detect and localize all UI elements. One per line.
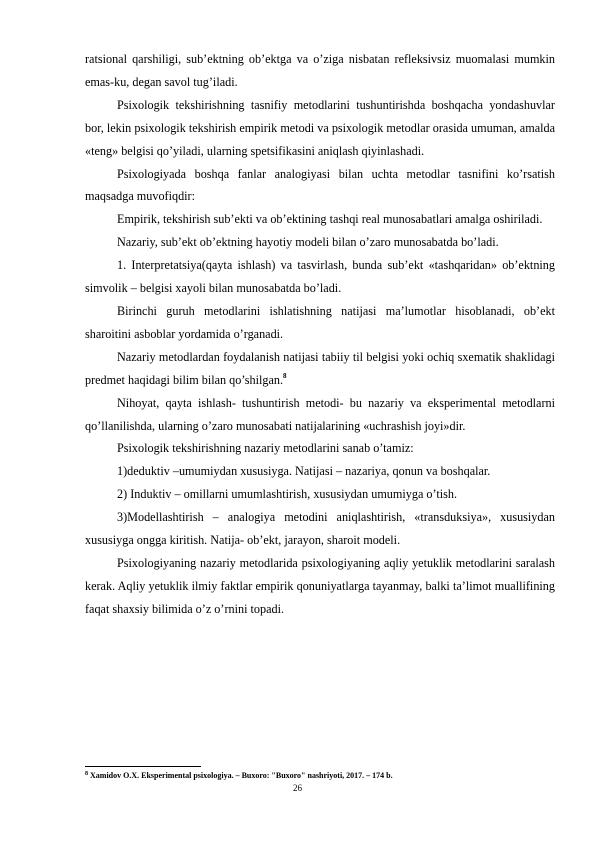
paragraph-6: 1. Interpretatsiya(qayta ishlash) va tasvirlash, bunda sub’ekt «tashqaridan» ob’ektning simvolik – belgisi xayoli bilan munosabatda bo’ladi. (85, 258, 555, 296)
paragraph-8-text: Nazariy metodlardan foydalanish natijasi tabiiy til belgisi yoki ochiq sxematik shaklidagi predmet haqidagi bilim bilan qo’shilgan. (85, 349, 555, 387)
footnote-text: Xamidov O.X. Eksperimental psixologiya. – Buxoro: "Buxoro" nashriyoti, 2017. – 174 b. (88, 771, 393, 780)
paragraph-8 (85, 346, 555, 392)
paragraph-10: Psixologik tekshirishning nazariy metodlarini sanab o’tamiz: (117, 441, 414, 456)
paragraph-12: 2) Induktiv – omillarni umumlashtirish, xususiydan umumiyga o’tish. (117, 487, 457, 502)
footnote-reference[interactable]: 8 (283, 371, 287, 380)
footnote (85, 771, 555, 781)
paragraph-3: Psixologiyada boshqa fanlar analogiyasi bilan uchta metodlar tasnifini ko’rsatish maqsadga muvofiqdir: (85, 166, 555, 204)
paragraph-2: Psixologik tekshirishning tasnifiy metodlarini tushuntirishda boshqacha yondashuvlar bor, lekin psixologik tekshirish empirik metodi va psixologik metodlar orasida umuman, amalda «teng» belgisi qo’yiladi, ularning spetsifikasini aniqlash qiyinlashadi. (85, 97, 555, 158)
footnote-divider (85, 766, 201, 767)
footnote-marker: 8 (85, 771, 88, 777)
page-body (85, 48, 555, 621)
paragraph-1: ratsional qarshiligi, sub’ektning ob’ektga va o’ziga nisbatan refleksivsiz muomalasi mumkin emas-ku, degan savol tug’iladi. (85, 52, 555, 89)
paragraph-4: Empirik, tekshirish sub’ekti va ob’ektining tashqi real munosabatlari amalga oshiriladi. (117, 212, 543, 227)
paragraph-11: 1)deduktiv –umumiydan xususiyga. Natijasi – nazariya, qonun va boshqalar. (117, 464, 491, 479)
paragraph-5: Nazariy, sub’ekt ob’ektning hayotiy modeli bilan o’zaro munosabatda bo’ladi. (117, 235, 499, 250)
paragraph-9: Nihoyat, qayta ishlash- tushuntirish metodi- bu nazariy va eksperimental metodlarni qo’llanilishda, ularning o’zaro munosabati natijalarining «uchrashish joyi»dir. (85, 395, 555, 433)
page-number: 26 (293, 783, 302, 793)
paragraph-7: Birinchi guruh metodlarini ishlatishning natijasi ma’lumotlar hisoblanadi, ob’ekt sharoitini asboblar yordamida o’rganadi. (85, 303, 555, 341)
paragraph-13: 3)Modellashtirish – analogiya metodini aniqlashtirish, «transduksiya», xususiydan xususiyga ongga kiritish. Natija- ob’ekt, jarayon, sharoit modeli. (85, 510, 555, 548)
paragraph-14: Psixologiyaning nazariy metodlarida psixologiyaning aqliy yetuklik metodlarini saralash kerak. Aqliy yetuklik ilmiy faktlar empirik qonuniyatlarga tayanmay, balki ta’limot muallifining faqat shaxsiy bilimida o’z o’rnini topadi. (85, 555, 555, 616)
